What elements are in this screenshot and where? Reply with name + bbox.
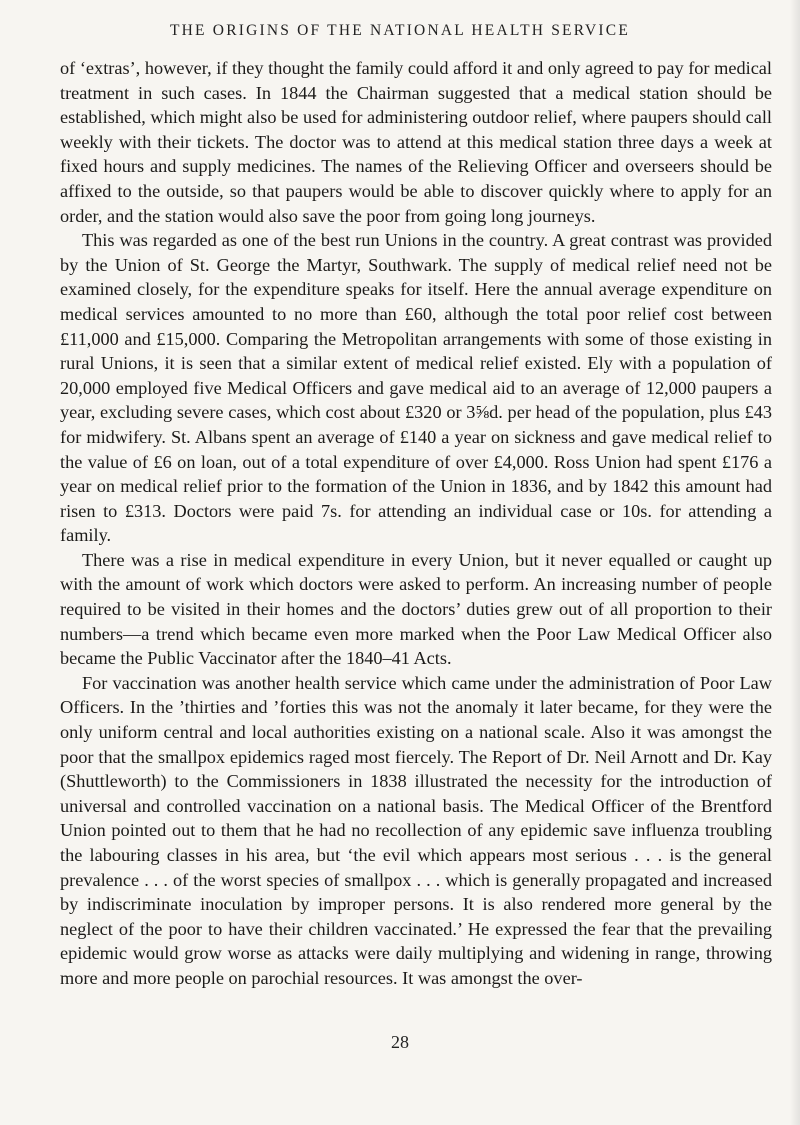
paragraph-3: There was a rise in medical expenditure in every Union, but it never equalled or caught up with the amount of work which doctors were asked to perform. An increasing number of people required to be visited in their homes and the doctors’ duties grew out of all proportion to their numbers—a trend which became even more marked when the Poor Law Medical Officer also became the Public Vaccinator after the 1840–41 Acts.: [60, 549, 772, 669]
page-number: 28: [391, 1032, 409, 1052]
paragraph-4: For vaccination was another health service which came under the administration of Poor Law Officers. In the ’thirties and ’forties this was not the anomaly it later became, for they were the only uniform central and local authorities existing on a national scale. Also it was amongst the poor that the smallpox epidemics raged most fiercely. The Report of Dr. Neil Arnott and Dr. Kay (Shuttleworth) to the Commissioners in 1838 illustrated the necessity for the introduction of universal and controlled vaccination on a national basis. The Medical Officer of the Brentford Union pointed out to them that he had no recollection of any epidemic save influenza troubling the labouring classes in his area, but ‘the evil which appears most serious . . . is the general prevalence . . . of the worst species of smallpox . . . which is generally propagated and increased by indiscriminate inoculation by improper persons. It is also rendered more general by the neglect of the poor to have their children vaccinated.’ He expressed the fear that the prevailing epidemic would grow worse as attacks were daily multiplying and widening in range, throwing more and more people on parochial resources. It was amongst the over-: [60, 672, 772, 988]
paragraph-2: This was regarded as one of the best run Unions in the country. A great contrast was provided by the Union of St. George the Martyr, Southwark. The supply of medical relief need not be examined closely, for the expenditure speaks for itself. Here the annual average expenditure on medical services amounted to no more than £60, although the total poor relief cost between £11,000 and £15,000. Comparing the Metropolitan arrangements with some of those existing in rural Unions, it is seen that a similar extent of medical relief existed. Ely with a population of 20,000 employed five Medical Officers and gave medical aid to an average of 12,000 paupers a year, excluding severe cases, which cost about £320 or 3⅝d. per head of the population, plus £43 for midwifery. St. Albans spent an average of £140 a year on sickness and gave medical relief to the value of £6 on loan, out of a total expenditure of over £4,000. Ross Union had spent £176 a year on medical relief prior to the formation of the Union in 1836, and by 1842 this amount had risen to £313. Doctors were paid 7s. for attending an individual case or 10s. for attending a family.: [60, 230, 772, 546]
body-text: [60, 56, 772, 991]
paragraph-1: of ‘extras’, however, if they thought the family could afford it and only agreed to pay for medical treatment in such cases. In 1844 the Chairman suggested that a medical station should be established, which might also be used for administering outdoor relief, where paupers should call weekly with their tickets. The doctor was to attend at this medical station three days a week at fixed hours and supply medicines. The names of the Relieving Officer and overseers should be affixed to the outside, so that paupers would be able to discover quickly where to apply for an order, and the station would also save the poor from going long journeys.: [60, 58, 772, 226]
running-head: THE ORIGINS OF THE NATIONAL HEALTH SERVICE: [170, 22, 630, 39]
page-edge-shadow: [790, 0, 800, 1125]
